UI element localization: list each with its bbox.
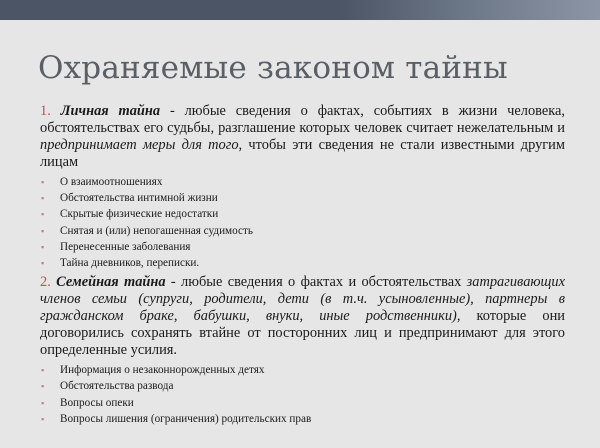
item-2-sublist: [40, 362, 565, 427]
list-item-label: Снятая и (или) непогашенная судимость: [60, 224, 253, 237]
item-1-number: 1.: [40, 103, 51, 119]
bullet-icon: ▪: [41, 413, 45, 424]
list-item: [40, 206, 565, 222]
item-2-paragraph: [40, 274, 565, 359]
item-1-term: Личная тайна: [60, 103, 161, 119]
bullet-icon: ▪: [41, 193, 45, 204]
list-item: [40, 223, 565, 239]
item-2-term: Семейная тайна: [56, 274, 166, 291]
item-2-number: 2.: [40, 274, 51, 291]
list-item-label: Вопросы опеки: [60, 396, 134, 409]
list-item-label: Перенесенные заболевания: [60, 240, 191, 253]
item-1-sublist: [40, 174, 565, 271]
item-1-text-italic: предпринимает меры для того: [40, 137, 239, 153]
list-item-label: Тайна дневников, переписки.: [60, 257, 200, 270]
bullet-icon: ▪: [41, 241, 45, 252]
list-item: [40, 362, 565, 378]
item-2-text-italic: затрагивающих членов семьи (супруги, родители, дети (в т.ч. усыновленные), партнеры в гражданском браке, бабушки, внуки, иные родственники): [40, 274, 565, 325]
item-2-text-2: , которые они договорились сохранять втайне от посторонних лиц и предпринимают для этого определенные усилия.: [40, 308, 565, 359]
bullet-icon: ▪: [41, 381, 45, 392]
item-1-paragraph: [40, 103, 565, 171]
list-item: [40, 395, 565, 411]
item-1-text-1: - любые сведения о фактах, событиях в жизни человека, обстоятельствах его судьбы, разглашение которых человек считает нежелательным и: [40, 103, 566, 136]
bullet-icon: ▪: [41, 365, 45, 376]
list-item: [40, 411, 565, 427]
item-2-text-1: - любые сведения о фактах и обстоятельствах: [165, 274, 467, 291]
list-item-label: Обстоятельства развода: [60, 380, 174, 393]
slide-body: [40, 103, 565, 430]
bullet-icon: ▪: [41, 397, 45, 408]
list-item-label: Скрытые физические недостатки: [60, 208, 219, 221]
list-item-label: Информация о незаконнорожденных детях: [60, 364, 265, 377]
list-item: [40, 190, 565, 206]
list-item-label: Обстоятельства интимной жизни: [60, 192, 218, 205]
list-item: [40, 255, 565, 271]
bullet-icon: ▪: [41, 177, 45, 187]
top-accent-gradient: [340, 0, 600, 20]
slide-title: Охраняемые законом тайны: [38, 50, 508, 86]
list-item-label: О взаимоотношениях: [60, 176, 163, 188]
list-item-label: Вопросы лишения (ограничения) родительских прав: [60, 412, 312, 425]
list-item: [40, 239, 565, 255]
item-1-text-2: , чтобы эти сведения не стали известными другим лицам: [40, 137, 565, 170]
list-item: [40, 174, 565, 190]
bullet-icon: ▪: [41, 258, 45, 269]
bullet-icon: ▪: [41, 209, 45, 220]
bullet-icon: ▪: [41, 225, 45, 236]
list-item: [40, 378, 565, 394]
